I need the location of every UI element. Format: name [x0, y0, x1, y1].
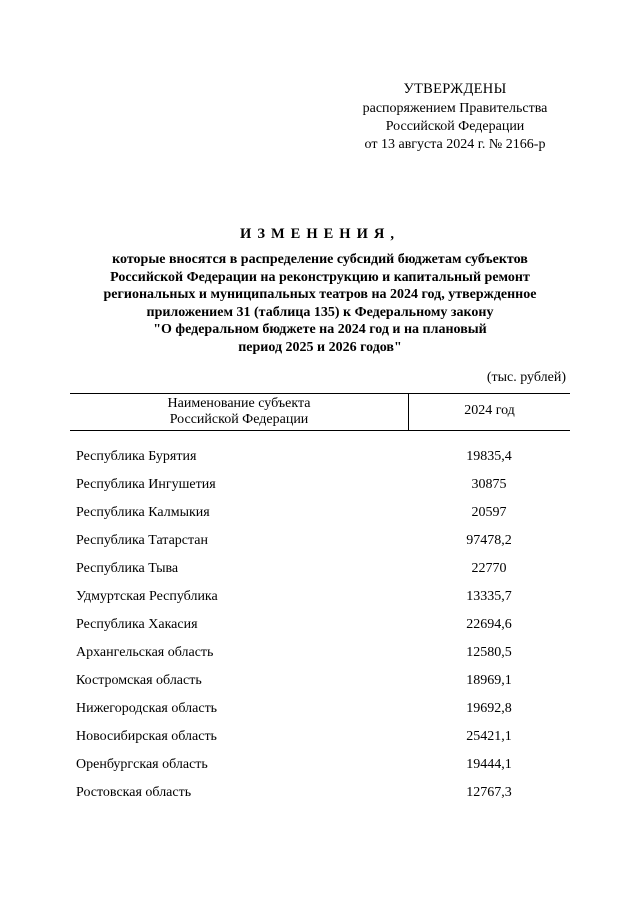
subtitle-line: период 2025 и 2026 годов"	[238, 339, 402, 355]
subtitle-line: приложением 31 (таблица 135) к Федеральному закону	[146, 304, 494, 320]
table-row	[70, 639, 570, 667]
table-row	[70, 527, 570, 555]
subsidy-value: 12767,3	[466, 785, 512, 800]
subsidy-value: 22694,6	[466, 617, 512, 632]
units-label: (тыс. рублей)	[486, 370, 566, 385]
subsidy-value: 97478,2	[466, 533, 512, 548]
subtitle-line: Российской Федерации на реконструкцию и капитальный ремонт	[110, 269, 530, 285]
region-name: Удмуртская Республика	[76, 589, 218, 604]
column-header-name-line: Российской Федерации	[169, 412, 309, 427]
table-row	[70, 611, 570, 639]
region-name: Ростовская область	[76, 785, 192, 800]
approval-block	[340, 80, 570, 154]
subsidy-value: 19444,1	[466, 757, 512, 772]
table-row	[70, 779, 570, 807]
region-name: Новосибирская область	[76, 729, 217, 744]
subsidy-value: 13335,7	[466, 589, 512, 604]
column-header-name-line: Наименование субъекта	[167, 396, 311, 411]
table-body	[70, 443, 570, 807]
table-row	[70, 667, 570, 695]
document-subtitle	[70, 251, 570, 356]
subsidy-value: 19835,4	[466, 449, 512, 464]
table-row	[70, 583, 570, 611]
subsidy-value: 22770	[471, 561, 507, 576]
subsidy-value: 12580,5	[466, 645, 512, 660]
subsidy-value: 19692,8	[466, 701, 512, 716]
region-name: Архангельская область	[76, 645, 214, 660]
subtitle-line: региональных и муниципальных театров на 2024 год, утвержденное	[103, 287, 537, 302]
approval-line: распоряжением Правительства	[362, 101, 548, 116]
approval-date-line: от 13 августа 2024 г. № 2166-р	[364, 137, 546, 152]
subsidy-value: 18969,1	[466, 673, 512, 688]
subsidy-value: 20597	[471, 505, 507, 520]
table-row	[70, 751, 570, 779]
approval-stamp: УТВЕРЖДЕНЫ	[403, 81, 507, 97]
document-title: ИЗМЕНЕНИЯ,	[240, 226, 400, 242]
region-name: Оренбургская область	[76, 757, 208, 772]
approval-line: Российской Федерации	[385, 119, 525, 134]
region-name: Республика Калмыкия	[76, 505, 210, 520]
table-row	[70, 471, 570, 499]
column-header-year: 2024 год	[464, 403, 515, 418]
table-row	[70, 499, 570, 527]
region-name: Республика Бурятия	[76, 449, 197, 464]
table-row	[70, 695, 570, 723]
region-name: Республика Хакасия	[76, 617, 198, 632]
table-row	[70, 723, 570, 751]
subtitle-line: которые вносятся в распределение субсидий бюджетам субъектов	[112, 252, 528, 267]
region-name: Республика Ингушетия	[76, 477, 216, 492]
subtitle-line: "О федеральном бюджете на 2024 год и на плановый	[153, 322, 487, 337]
region-name: Костромская область	[76, 673, 202, 688]
region-name: Республика Тыва	[76, 561, 179, 576]
region-name: Республика Татарстан	[76, 533, 209, 548]
table-row	[70, 443, 570, 471]
region-name: Нижегородская область	[76, 701, 218, 716]
column-header-name	[70, 394, 409, 430]
subsidy-value: 25421,1	[466, 729, 512, 744]
table-header	[70, 393, 570, 431]
subsidy-value: 30875	[471, 477, 507, 492]
table-row	[70, 555, 570, 583]
